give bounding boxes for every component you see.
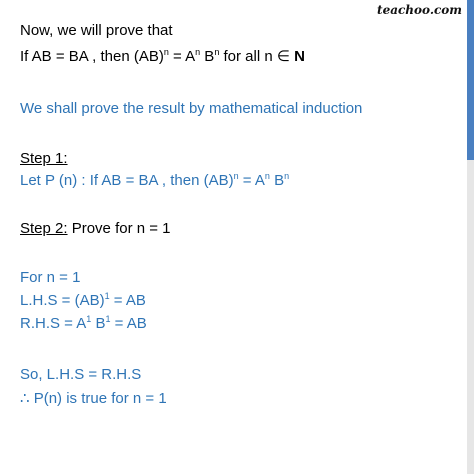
intro-line: Now, we will prove that bbox=[20, 22, 173, 39]
statement-text-b: = A bbox=[168, 48, 196, 65]
induction-note: We shall prove the result by mathematical induction bbox=[20, 100, 363, 117]
statement-text-c: B bbox=[200, 48, 215, 65]
step-2-heading: Step 2: bbox=[20, 220, 68, 237]
rhs-text-b: B bbox=[91, 315, 106, 332]
scrollbar[interactable] bbox=[467, 0, 474, 474]
step-1-definition bbox=[20, 172, 289, 190]
statement-sup-2: n bbox=[195, 47, 201, 57]
statement-sup-3: n bbox=[214, 47, 220, 57]
step-1-heading: Step 1: bbox=[20, 150, 68, 167]
rhs-sup-2: 1 bbox=[105, 314, 111, 324]
teachoo-logo: teachoo.com bbox=[377, 3, 462, 17]
definition-text-a: Let P (n) : If AB = BA , then (AB) bbox=[20, 172, 234, 189]
lhs-text-b: = AB bbox=[109, 292, 146, 309]
statement-sup-1: n bbox=[163, 47, 169, 57]
definition-sup-1: n bbox=[233, 171, 239, 181]
definition-text-b: = A bbox=[238, 172, 265, 189]
conclusion-equality: So, L.H.S = R.H.S bbox=[20, 366, 142, 383]
rhs-line bbox=[20, 315, 147, 333]
rhs-text-c: = AB bbox=[110, 315, 147, 332]
for-n-equals-1: For n = 1 bbox=[20, 269, 81, 286]
statement-line bbox=[20, 48, 305, 66]
statement-text-a: If AB = BA , then (AB) bbox=[20, 48, 164, 65]
step-2-text: Prove for n = 1 bbox=[67, 220, 171, 237]
definition-sup-3: n bbox=[284, 171, 290, 181]
lhs-sup-1: 1 bbox=[104, 291, 110, 301]
statement-text-d: for all n ∈ bbox=[219, 48, 295, 65]
definition-sup-2: n bbox=[264, 171, 270, 181]
scrollbar-thumb[interactable] bbox=[467, 0, 474, 160]
definition-text-c: B bbox=[269, 172, 285, 189]
rhs-text-a: R.H.S = A bbox=[20, 315, 87, 332]
conclusion-statement: ∴ P(n) is true for n = 1 bbox=[20, 390, 167, 407]
step-2-line bbox=[20, 220, 171, 238]
natural-numbers-symbol: N bbox=[294, 48, 305, 65]
lhs-text-a: L.H.S = (AB) bbox=[20, 292, 105, 309]
rhs-sup-1: 1 bbox=[86, 314, 92, 324]
lhs-line bbox=[20, 292, 146, 310]
